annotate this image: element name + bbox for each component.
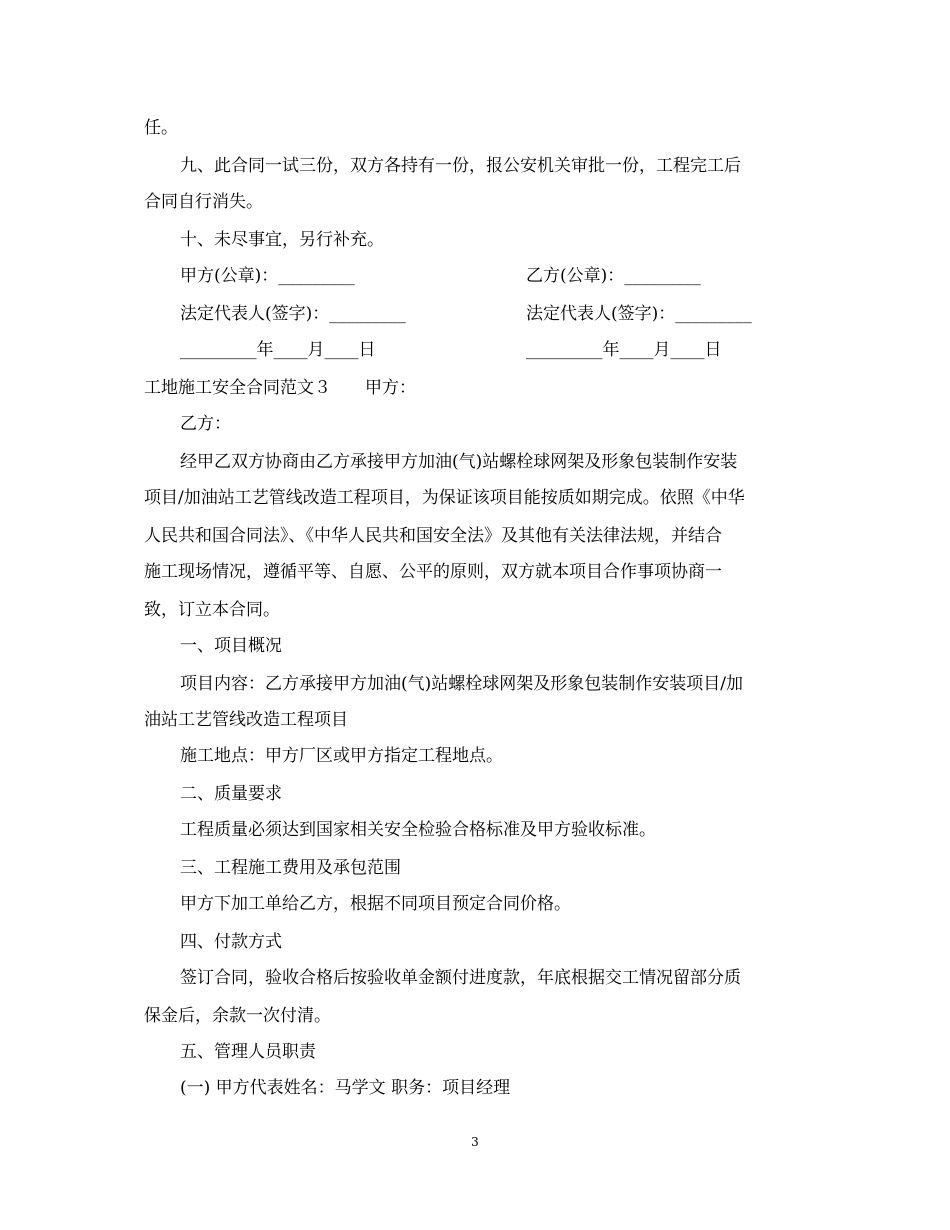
text-line: 五、管理人员职责	[180, 1042, 316, 1062]
section-heading: 工地施工安全合同范文３ 甲方：	[144, 378, 416, 398]
text-line: 二、质量要求	[180, 784, 282, 804]
party-b-seal: 乙方(公章)：_________	[526, 266, 701, 286]
text-line: 工程质量必须达到国家相关安全检验合格标准及甲方验收标准。	[180, 820, 656, 840]
party-a-representative: 法定代表人(签字)：_________	[180, 304, 406, 324]
text-line: (一) 甲方代表姓名：马学文 职务：项目经理	[180, 1078, 511, 1098]
text-line: 保金后，余款一次付清。	[144, 1006, 331, 1026]
party-a-date: _________年____月____日	[180, 340, 376, 360]
text-line: 施工地点：甲方厂区或甲方指定工程地点。	[180, 746, 503, 766]
text-line: 项目/加油站工艺管线改造工程项目，为保证该项目能按质如期完成。依照《中华	[144, 488, 745, 508]
party-a-seal: 甲方(公章)：_________	[180, 266, 355, 286]
text-line: 油站工艺管线改造工程项目	[144, 710, 348, 730]
text-line: 人民共和国合同法》、《中华人民共和国安全法》及其他有关法律法规，并结合	[144, 526, 722, 546]
text-line: 签订合同，验收合格后按验收单金额付进度款，年底根据交工情况留部分质	[180, 968, 741, 988]
text-line: 一、项目概况	[180, 636, 282, 656]
text-line: 项目内容：乙方承接甲方加油(气)站螺栓球网架及形象包装制作安装项目/加	[180, 674, 743, 694]
text-line: 合同自行消失。	[144, 192, 263, 212]
text-line: 致，订立本合同。	[144, 600, 280, 620]
text-line: 三、工程施工费用及承包范围	[180, 858, 401, 878]
text-line: 经甲乙双方协商由乙方承接甲方加油(气)站螺栓球网架及形象包装制作安装	[180, 452, 738, 472]
page-number: 3	[471, 1135, 479, 1149]
text-line: 九、此合同一试三份，双方各持有一份，报公安机关审批一份，工程完工后	[180, 156, 741, 176]
party-b-representative: 法定代表人(签字)：_________	[526, 304, 752, 324]
text-line: 施工现场情况，遵循平等、自愿、公平的原则，双方就本项目合作事项协商一	[144, 562, 722, 582]
text-line: 十、未尽事宜，另行补充。	[180, 230, 384, 250]
text-line: 甲方下加工单给乙方，根据不同项目预定合同价格。	[180, 894, 571, 914]
text-line: 四、付款方式	[180, 932, 282, 952]
text-line: 乙方：	[180, 414, 231, 434]
text-line: 任。	[144, 118, 178, 138]
party-b-date: _________年____月____日	[526, 340, 722, 360]
